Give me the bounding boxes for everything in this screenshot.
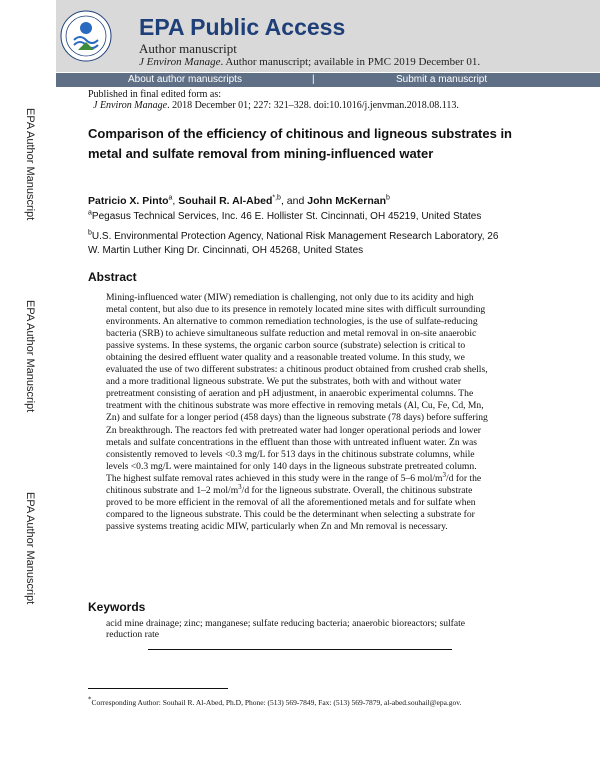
keywords-heading: Keywords [88, 600, 146, 614]
author-manuscript-label: Author manuscript [139, 41, 237, 56]
brand-title: EPA Public Access [139, 14, 346, 40]
submit-manuscript-link[interactable]: Submit a manuscript [396, 74, 488, 85]
affiliation-a: $^a$Pegasus Technical Services, Inc. 46 E. Hollister St. Cincinnati, OH 45219, United States [88, 209, 482, 222]
affiliation-b: $^b$U.S. Environmental Protection Agency, National Risk Management Research Laboratory, 26 W. Martin Luther King Dr. Cincinnati, OH 45268, United States [88, 229, 499, 256]
abstract-heading: Abstract [88, 270, 137, 284]
publication-citation: J Environ Manage. 2018 December 01; 227: 321–328. doi:10.1016/j.jenvman.2018.08.113. [93, 100, 459, 111]
abstract-text: Mining-influenced water (MIW) remediation is challenging, not only due to its acidity and high metal content, but also due to its presence in remotely located mine sites with difficult surrounding environments. An alternative to common remediation technologies, is the use of sulfate-reducing bacteria (SRB) to achieve simultaneous sulfate reduction and metal removal in on-site anaerobic passive systems. In these systems, the organic carbon source (substrate) selection is critical to obtaining the desired effluent water quality and a reasonable treated volume. In this study, we evaluated the use of two different substrates: a chitinous product obtained from crushed crab shells, and a more traditional ligneous substrate. We put the substrates, both with and without water pretreatment consisting of aeration and pH adjustment, in anaerobic experimental columns. The treatment with the chitinous substrate was more effective in removing metals (Al, Cu, Fe, Cd, Mn, Zn) and sulfate for a longer period (458 days) than the ligneous substrate (78 days) before suffering Zn breakthrough. The reactors fed with pretreated water had longer operational periods and lower metals and sulfate concentrations in the effluent than those with untreated influent water. Zn was consistently removed to levels <0.3 mg/L for 513 days in the chitinous substrate columns, while levels <0.3 mg/L were maintained for only 140 days in the ligneous substrate pretreated column. The highest sulfate removal rates achieved in this study were in the range of 5–6 mol/$m^3/d$ for the chitinous substrate and 1–2 mol/$m^3/d$ for the ligneous substrate. Overall, the chitinous substrate proved to be more efficient in the removal of all the aforementioned metals and for sulfate when compared to the ligneous substrate. This could be the determinant when selecting a substrate for passive systems treating acidic MIW, particularly when Zn and Mn removal is necessary. [106, 292, 488, 532]
nav-separator: | [312, 74, 315, 85]
side-label-1: EPA Author Manuscript [24, 108, 36, 221]
keywords-text: acid mine drainage; zinc; manganese; sulfate reducing bacteria; anaerobic bioreactors; sulfate reduction rate [106, 618, 466, 640]
publication-note: Published in final edited form as: J Environ Manage. 2018 December 01; 227: 321–328. doi:10.1016/j.jenvman.2018.08.113. [88, 89, 459, 111]
author-list: Patricio X. Pinto$^a$, Souhail R. Al-Abed$^{*,b}$, and John McKernan$^b$ [88, 194, 390, 207]
pmc-citation: J Environ Manage. Author manuscript; available in PMC 2019 December 01. [139, 56, 481, 68]
corresponding-author-footnote: *Corresponding Author: Souhail R. Al-Abed, Ph.D, Phone: (513) 569-7849, Fax: (513) 569-7879, al-abed.souhail@epa.gov. [88, 695, 462, 707]
paper-title: Comparison of the efficiency of chitinous and ligneous substrates in metal and sulfate removal from mining-influenced water [88, 126, 512, 161]
nav-bar [56, 73, 600, 87]
side-label-2: EPA Author Manuscript [24, 300, 36, 413]
about-author-manuscripts-link[interactable]: About author manuscripts [128, 74, 242, 85]
side-label-3: EPA Author Manuscript [24, 492, 36, 605]
footnote-rule [88, 688, 228, 689]
author-name: Patricio X. Pinto [88, 195, 169, 207]
author-name: Souhail R. Al-Abed [178, 195, 273, 207]
keywords-rule [148, 649, 452, 650]
author-name: John McKernan [307, 195, 386, 207]
epa-logo [60, 10, 112, 62]
